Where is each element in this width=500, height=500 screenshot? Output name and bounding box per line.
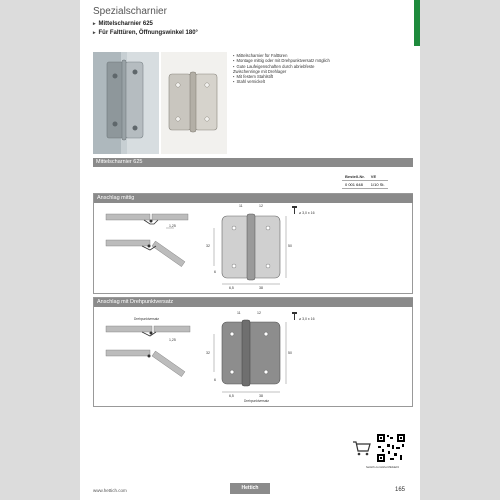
label-drehpunktversatz-top: Drehpunktversatz: [134, 317, 159, 321]
feature-item: ▪ Gute Laufeigenschaften durch abriebfeste Zwischenringe mit Drehlager: [233, 64, 333, 75]
dim-d: 50: [288, 351, 292, 355]
dim-b: 12: [259, 204, 263, 208]
hinge-technical-drawing: [214, 206, 297, 284]
dim-gap: 1,25: [169, 224, 176, 228]
order-header-ve: VE: [368, 173, 388, 181]
feature-item: ▪ Stahl vernickelt: [233, 79, 333, 84]
dim-gap: 1,25: [169, 338, 176, 342]
product-bar: Mittelscharnier 625: [93, 158, 413, 167]
panel-title: Anschlag mittig: [94, 194, 413, 203]
header-bullets: [93, 20, 198, 38]
dim-a: 11: [237, 311, 241, 315]
qr-code[interactable]: [376, 433, 406, 463]
hinge-mounted-photo: [93, 52, 159, 154]
dim-f: 6,5: [229, 394, 234, 398]
panel-title: Anschlag mit Drehpunktversatz: [94, 298, 413, 307]
order-number: 0 001 648: [342, 181, 368, 189]
qr-url[interactable]: hettich.com/short/9ddef4: [366, 465, 399, 469]
hettich-logo: Hettich: [230, 483, 270, 494]
panel-drehpunktversatz: [93, 297, 413, 407]
feature-item: ▪ Mit festem Stahlstift: [233, 74, 333, 79]
dim-f: 6,5: [229, 286, 234, 290]
label-drehpunktversatz-bottom: Drehpunktversatz: [244, 399, 269, 403]
feature-item: ▪ Mittelscharnier für Falttüren: [233, 53, 333, 58]
feature-item: ▪ Montage mittig oder mit Drehpunktversatz möglich: [233, 58, 333, 63]
dim-c: 32: [206, 351, 210, 355]
order-header-number: Bestell-Nr.: [342, 173, 368, 181]
order-table: [342, 173, 388, 189]
dim-d: 50: [288, 244, 292, 248]
panel-anschlag-mittig: [93, 193, 413, 294]
dim-c: 32: [206, 244, 210, 248]
page-title: Spezialscharnier: [93, 6, 167, 17]
hinge-product-photo: [161, 52, 227, 154]
dim-g: 38: [259, 286, 263, 290]
dim-g: 38: [259, 394, 263, 398]
hinge-technical-drawing: [214, 312, 297, 392]
dim-e: 6: [214, 378, 216, 382]
screw-spec: ⌀ 3,0 x 16: [299, 211, 315, 215]
feature-list: [233, 53, 333, 85]
dim-e: 6: [214, 270, 216, 274]
header-bullet: ▸ Mittelscharnier 625: [93, 20, 198, 29]
header-bullet: ▸ Für Falttüren, Öffnungswinkel 180°: [93, 29, 198, 38]
table-row: [342, 181, 388, 189]
screw-spec: ⌀ 3,0 x 16: [299, 317, 315, 321]
dim-b: 12: [257, 311, 261, 315]
order-ve: 1/10 St.: [368, 181, 388, 189]
door-section-diagram: [106, 326, 190, 377]
catalog-page: [80, 0, 420, 500]
door-section-diagram: [106, 214, 188, 267]
page-number: 165: [395, 487, 406, 493]
section-tab: [414, 0, 420, 46]
shop-cart-icon[interactable]: [352, 440, 372, 456]
footer-url[interactable]: www.hettich.com: [93, 488, 127, 493]
dim-a: 11: [239, 204, 243, 208]
